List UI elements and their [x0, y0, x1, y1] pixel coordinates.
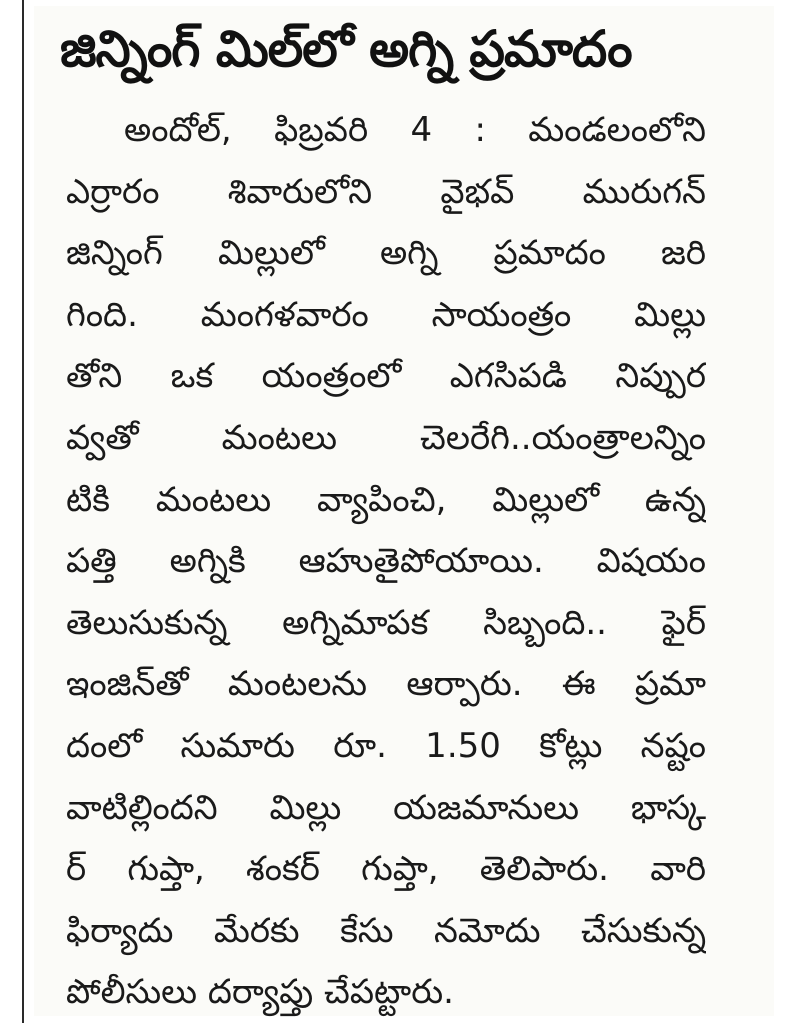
article-line: దంలో సుమారు రూ. 1.50 కోట్లు నష్టం [66, 725, 706, 766]
article-line: వ్వతో మంటలు చెలరేగి..యంత్రాలన్నిం [66, 417, 706, 458]
article-line: గింది. మంగళవారం సాయంత్రం మిల్లు [66, 294, 706, 335]
article-line: జిన్నింగ్ మిల్లులో అగ్ని ప్రమాదం జరి [66, 233, 706, 274]
headline: జిన్నింగ్ మిల్‌లో అగ్ని ప్రమాదం [60, 20, 632, 78]
article-line: పత్తి అగ్నికి ఆహుతైపోయాయి. విషయం [66, 541, 706, 582]
article-line: అందోల్, ఫిబ్రవరి 4 : మండలంలోని [124, 110, 706, 150]
column-divider-line [22, 0, 24, 1023]
article-line: వాటిల్లిందని మిల్లు యజమానులు భాస్క [66, 787, 706, 828]
article-line: ఇంజిన్‌తో మంటలను ఆర్పారు. ఈ ప్రమా [66, 664, 706, 705]
article-line: ర్ గుప్తా, శంకర్ గుప్తా, తెలిపారు. వారి [66, 849, 706, 890]
article-line: ఫిర్యాదు మేరకు కేసు నమోదు చేసుకున్న [66, 910, 706, 951]
article-line: టికి మంటలు వ్యాపించి, మిల్లులో ఉన్న [66, 479, 706, 520]
article-line: ఎర్రారం శివారులోని వైభవ్ మురుగన్ [66, 171, 706, 212]
article-line: పోలీసులు దర్యాప్తు చేపట్టారు. [66, 972, 454, 1013]
article-line: తెలుసుకున్న అగ్నిమాపక సిబ్బంది.. ఫైర్ [66, 602, 706, 643]
article-line: తోని ఒక యంత్రంలో ఎగసిపడి నిప్పుర [66, 356, 706, 397]
article-body [66, 100, 706, 1023]
